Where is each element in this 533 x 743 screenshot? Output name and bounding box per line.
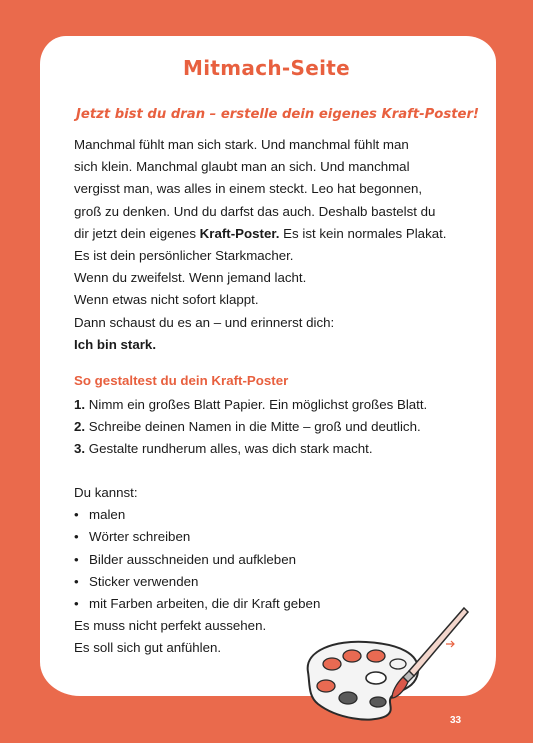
section-heading: So gestaltest du dein Kraft-Poster [74, 373, 289, 388]
steps-list [74, 394, 494, 461]
intro-line: Dann schaust du es an – und erinnerst dich: [74, 314, 335, 330]
intro-line: groß zu denken. Und du darfst das auch. Deshalb bastelst du [74, 203, 436, 219]
bullet-icon: • [74, 507, 79, 523]
page-number: 33 [450, 715, 462, 726]
list-item [74, 504, 494, 526]
palette-illustration [296, 598, 476, 728]
step-number: 1. [74, 397, 86, 412]
list-item-text: mit Farben arbeiten, die dir Kraft geben [89, 596, 321, 612]
step-item [74, 394, 494, 416]
list-item [74, 526, 494, 548]
intro-text [74, 134, 474, 356]
intro-line: Wenn etwas nicht sofort klappt. [74, 292, 259, 308]
step-text: Nimm ein großes Blatt Papier. Ein möglichst großes Blatt. [85, 397, 428, 412]
intro-text-segment: Es ist kein normales Plakat. [279, 225, 447, 241]
bullet-icon: • [74, 551, 79, 567]
bullet-icon: • [74, 529, 79, 545]
intro-text-segment: dir jetzt dein eigenes [74, 225, 200, 241]
list-item-text: Bilder ausschneiden und aufkleben [89, 551, 296, 567]
list-intro: Du kannst: [74, 485, 138, 500]
step-item [74, 438, 494, 460]
intro-line: Manchmal fühlt man sich stark. Und manchmal fühlt man [74, 137, 409, 152]
list-outro: Es muss nicht perfekt aussehen. [74, 618, 267, 634]
intro-line: sich klein. Manchmal glaubt man an sich. Und manchmal [74, 159, 410, 175]
list-item-text: Wörter schreiben [89, 529, 191, 545]
step-item [74, 416, 494, 438]
intro-line: vergisst man, was alles in einem steckt. Leo hat begonnen, [74, 181, 423, 197]
intro-affirmation: Ich bin stark. [74, 336, 157, 352]
list-item [74, 549, 494, 571]
step-number: 3. [74, 441, 86, 457]
intro-line: Wenn du zweifelst. Wenn jemand lacht. [74, 270, 307, 286]
list-item-text: Sticker verwenden [89, 573, 199, 589]
list-item [74, 571, 494, 593]
bullet-icon: • [74, 596, 79, 612]
bullet-icon: • [74, 573, 79, 589]
list-item-text: malen [89, 507, 126, 523]
intro-line: Es ist dein persönlicher Starkmacher. [74, 248, 294, 264]
intro-line [74, 223, 474, 245]
step-number: 2. [74, 419, 86, 435]
step-text: Schreibe deinen Namen in die Mitte – groß und deutlich. [85, 419, 421, 435]
page-subtitle: Jetzt bist du dran – erstelle dein eigenes Kraft-Poster! [76, 107, 479, 122]
kraft-poster-emphasis: Kraft-Poster. [199, 225, 280, 241]
list-outro: Es soll sich gut anfühlen. [74, 640, 222, 656]
step-text: Gestalte rundherum alles, was dich stark macht. [85, 441, 373, 457]
page-title: Mitmach-Seite [183, 56, 350, 80]
